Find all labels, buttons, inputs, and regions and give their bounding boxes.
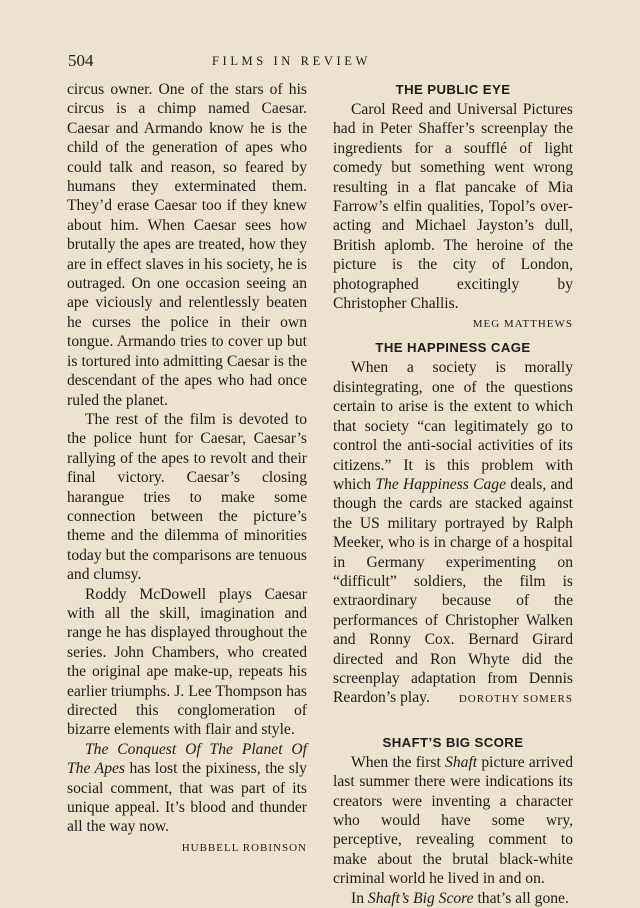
paragraph	[67, 740, 307, 837]
paragraph-text: When a society is morally disintegrating, one of the questions certain to arise is the extent to which that society “can legitimately go to control the anti-social activities of its citizens.” It is this problem with which	[333, 359, 573, 493]
film-title: The Happiness Cage	[375, 475, 507, 493]
paragraph-text: In	[351, 889, 368, 907]
paragraph-text: deals, and though the cards are stacked against the US military portrayed by Ralph Meeker, who is in charge of a hospital in Germany experimenting on “difficult” soldiers, the film is extraordinary because of the performances of Christopher Walken and Ronny Cox. Bernard Girard directed and Ron Whyte did the screenplay adaptation from Dennis Reardon’s play.	[333, 475, 573, 707]
film-title: Shaft	[445, 753, 478, 771]
paragraph: The rest of the film is devoted to the police hunt for Caesar, Caesar’s rallying of the apes to revolt and their final victory. Caesar’s closing harangue tries to make some connection between the picture’s theme and the dilemma of minorities today but the comparisons are tenuous and clumsy.	[67, 410, 307, 584]
paragraph-text: has lost the pixiness, the sly social comment, that was part of its unique appeal. It’s blood and thunder all the way now.	[67, 760, 307, 836]
byline: DOROTHY SOMERS	[458, 693, 573, 706]
byline: MEG MATTHEWS	[472, 318, 573, 331]
review-heading: THE HAPPINESS CAGE	[375, 340, 531, 356]
byline: HUBBELL ROBINSON	[181, 841, 307, 854]
paragraph	[333, 889, 573, 908]
paragraph: circus owner. One of the stars of his circus is a chimp named Caesar. Caesar and Armando know he is the child of the generation of apes who could talk and reason, so feared by humans they exterminated them. They’d erase Caesar too if they knew about him. When Caesar sees how brutally the apes are treated, how they are in effect slaves in his society, he is outraged. On one occasion seeing an ape viciously and relentlessly beaten he curses the police in their own tongue. Armando tries to cover up but is tortured into admitting Caesar is the descendant of the apes who had once ruled the planet.	[67, 81, 307, 409]
page-number: 504	[68, 51, 94, 70]
film-title: Shaft’s Big Score	[367, 889, 474, 907]
paragraph	[333, 753, 573, 889]
paragraph	[333, 100, 573, 331]
film-title: The Conquest Of The Planet Of The Apes	[67, 740, 307, 778]
paragraph-text: Carol Reed and Universal Pictures had in Peter Shaffer’s screenplay the ingredients for a soufflé of light comedy but something went wrong resulting in a flat pancake of Mia Farrow’s elfin qualities, Topol’s over-acting and Michael Jayston’s dull, British aplomb. The heroine of the picture is the city of London, photographed excitingly by Christopher Challis.	[333, 101, 573, 313]
left-column	[67, 80, 307, 858]
paragraph-text: When the first	[351, 753, 446, 771]
running-head: FILMS IN REVIEW	[212, 54, 371, 68]
paragraph	[333, 358, 573, 707]
review-heading: THE PUBLIC EYE	[395, 82, 511, 97]
right-column	[333, 80, 573, 908]
review-heading: SHAFT’S BIG SCORE	[382, 734, 524, 750]
paragraph: Roddy McDowell plays Caesar with all the skill, imagination and range he has displayed throughout the series. John Chambers, who created the original ape make-up, repeats his earlier triumphs. J. Lee Thompson has directed this conglomeration of bizarre elements with flair and style.	[67, 585, 307, 739]
paragraph-text: picture arrived last summer there were indications its creators were inventing a character who would have some wry, perceptive, revealing comment to make about the brutal black-white criminal world he lived in and on.	[333, 753, 573, 888]
paragraph-text: that’s all gone.	[473, 889, 569, 907]
